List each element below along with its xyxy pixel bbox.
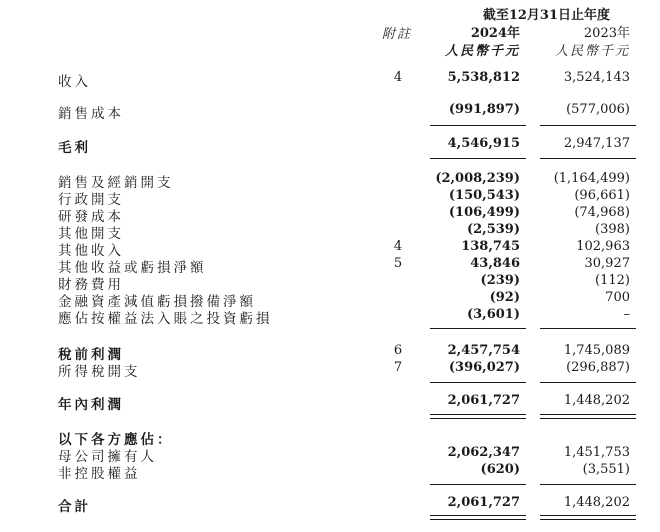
row-2024-gross-profit: 4,546,915 <box>447 136 520 151</box>
row-2024-rd-costs: (106,499) <box>448 205 520 220</box>
row-2023-equity-loss: – <box>623 307 630 322</box>
row-label-other-income: 其他收入 <box>58 243 124 259</box>
row-label-impairment: 金融資產減值虧損撥備淨額 <box>58 294 256 310</box>
year-2023-header: 2023年 <box>583 26 630 41</box>
row-2023-finance-costs: (112) <box>595 273 630 288</box>
row-2024-other-expenses: (2,539) <box>466 222 520 237</box>
row-label-owners-of-parent: 母公司擁有人 <box>58 449 157 465</box>
row-label-equity-loss: 應佔按權益法入賬之投資虧損 <box>58 311 273 327</box>
row-2024-revenue: 5,538,812 <box>447 70 520 85</box>
row-label-non-controlling: 非控股權益 <box>58 466 141 482</box>
row-label-other-expenses: 其他開支 <box>58 226 124 242</box>
row-note-other-income: 4 <box>393 239 403 254</box>
row-2024-other-gains: 43,846 <box>470 256 520 271</box>
row-2023-non-controlling: (3,551) <box>582 462 630 477</box>
row-note-income-tax: 7 <box>393 360 403 375</box>
row-label-total: 合計 <box>58 499 91 515</box>
rule-above-total <box>430 484 526 485</box>
row-label-other-gains: 其他收益或虧損淨額 <box>58 260 207 276</box>
row-2023-cost-of-sales: (577,006) <box>566 102 630 117</box>
row-2024-cost-of-sales: (991,897) <box>448 102 520 117</box>
row-label-cost-of-sales: 銷售成本 <box>58 106 124 122</box>
unit-2023-header: 人民幣千元 <box>554 44 630 59</box>
row-note-other-gains: 5 <box>393 256 403 271</box>
row-label-rd-costs: 研發成本 <box>58 209 124 225</box>
row-2024-non-controlling: (620) <box>480 462 520 477</box>
double-rule-total <box>430 515 526 520</box>
row-2023-admin-expenses: (96,661) <box>574 188 630 203</box>
row-2024-impairment: (92) <box>489 290 520 305</box>
row-label-profit-before-tax: 稅前利潤 <box>58 347 124 363</box>
rule-above-profit-for-year-2023 <box>540 382 636 383</box>
row-label-selling-expenses: 銷售及經銷開支 <box>58 175 174 191</box>
row-2024-owners-of-parent: 2,062,347 <box>447 445 520 460</box>
row-2024-equity-loss: (3,601) <box>466 307 520 322</box>
rule-below-gross-profit-2023 <box>540 158 636 159</box>
row-label-revenue: 收入 <box>58 74 91 90</box>
rule-below-gross-profit <box>430 158 526 159</box>
double-rule-profit-for-year <box>430 414 526 419</box>
rule-above-profit-before-tax <box>430 328 526 329</box>
row-2023-profit-before-tax: 1,745,089 <box>563 343 630 358</box>
row-2023-selling-expenses: (1,164,499) <box>553 171 630 186</box>
rule-above-profit-for-year <box>430 382 526 383</box>
row-2023-rd-costs: (74,968) <box>574 205 630 220</box>
row-label-admin-expenses: 行政開支 <box>58 192 124 208</box>
row-2023-impairment: 700 <box>605 290 630 305</box>
row-2023-owners-of-parent: 1,451,753 <box>563 445 630 460</box>
row-2023-other-income: 102,963 <box>576 239 630 254</box>
row-2023-gross-profit: 2,947,137 <box>563 136 630 151</box>
row-2024-finance-costs: (239) <box>480 273 520 288</box>
row-2023-profit-for-year: 1,448,202 <box>563 393 630 408</box>
row-note-profit-before-tax: 6 <box>393 343 403 358</box>
row-label-finance-costs: 財務費用 <box>58 277 124 293</box>
row-2024-total: 2,061,727 <box>447 495 520 510</box>
double-rule-profit-for-year-2023 <box>540 414 636 419</box>
row-label-attributable-to: 以下各方應佔： <box>58 432 174 448</box>
row-2024-profit-before-tax: 2,457,754 <box>447 343 520 358</box>
row-2023-other-expenses: (398) <box>595 222 630 237</box>
row-2023-income-tax: (296,887) <box>566 360 630 375</box>
period-heading: 截至12月31日止年度 <box>482 8 610 23</box>
row-note-revenue: 4 <box>393 70 403 85</box>
row-2024-selling-expenses: (2,008,239) <box>435 171 520 186</box>
note-column-header: 附註 <box>382 27 413 42</box>
row-2024-profit-for-year: 2,061,727 <box>447 393 520 408</box>
row-2024-income-tax: (396,027) <box>448 360 520 375</box>
row-label-gross-profit: 毛利 <box>58 140 91 156</box>
row-label-profit-for-year: 年內利潤 <box>58 397 124 413</box>
row-2024-other-income: 138,745 <box>461 239 520 254</box>
row-2023-other-gains: 30,927 <box>584 256 630 271</box>
double-rule-total-2023 <box>540 515 636 520</box>
row-2023-total: 1,448,202 <box>563 495 630 510</box>
rule-above-profit-before-tax-2023 <box>540 328 636 329</box>
rule-above-gross-profit <box>430 125 526 126</box>
rule-above-gross-profit-2023 <box>540 125 636 126</box>
rule-above-total-2023 <box>540 484 636 485</box>
row-label-income-tax: 所得稅開支 <box>58 364 141 380</box>
year-2024-header: 2024年 <box>470 26 520 41</box>
row-2023-revenue: 3,524,143 <box>563 70 630 85</box>
unit-2024-header: 人民幣千元 <box>444 44 520 59</box>
row-2024-admin-expenses: (150,543) <box>448 188 520 203</box>
